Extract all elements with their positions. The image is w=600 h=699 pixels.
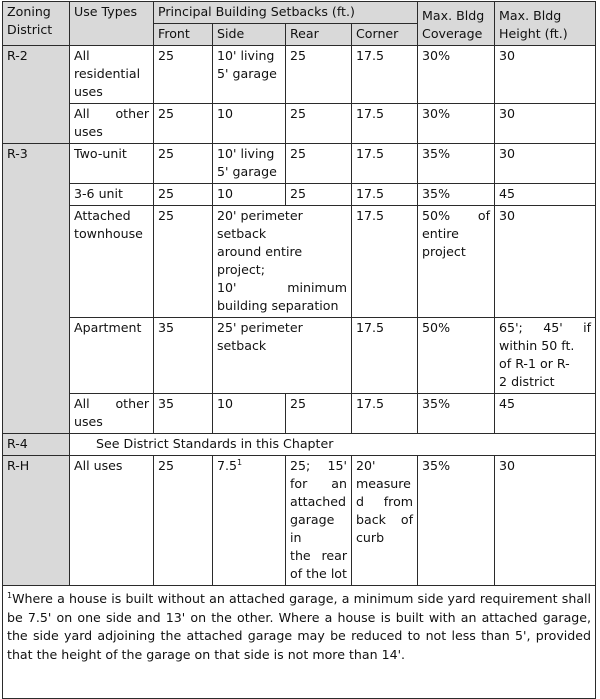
front-cell: 25 <box>154 104 213 144</box>
rear-cell: 25 <box>286 394 352 434</box>
r4-note: See District Standards in this Chapter <box>70 434 596 456</box>
table-row <box>3 318 596 394</box>
table-row <box>3 184 596 206</box>
footnote-marker: 1 <box>7 590 13 600</box>
header-setbacks-group: Principal Building Setbacks (ft.) <box>154 2 418 24</box>
side-cell: 10 <box>213 394 286 434</box>
height-cell: 30 <box>495 144 596 184</box>
side-cell: 10' living 5' garage <box>213 144 286 184</box>
height-cell: 30 <box>495 456 596 586</box>
corner-cell: 17.5 <box>352 104 418 144</box>
footnote <box>3 586 596 699</box>
front-cell: 25 <box>154 456 213 586</box>
table-row <box>3 104 596 144</box>
front-cell: 25 <box>154 144 213 184</box>
rear-cell: 25 <box>286 184 352 206</box>
footnote-marker: 1 <box>237 457 243 467</box>
table-row <box>3 206 596 318</box>
corner-cell: 17.5 <box>352 206 418 318</box>
table-row <box>3 394 596 434</box>
corner-cell: 17.5 <box>352 184 418 206</box>
header-front: Front <box>154 24 213 46</box>
use-cell: All other uses <box>70 104 154 144</box>
coverage-cell: 35% <box>418 456 495 586</box>
corner-cell: 17.5 <box>352 318 418 394</box>
rear-cell: 25 <box>286 144 352 184</box>
use-cell: All residential uses <box>70 46 154 104</box>
coverage-cell: 50% <box>418 318 495 394</box>
rear-cell: 25 <box>286 46 352 104</box>
coverage-cell: 30% <box>418 46 495 104</box>
header-max-coverage: Max. Bldg Coverage <box>418 2 495 46</box>
side-rear-cell: 25' perimeter setback <box>213 318 352 394</box>
corner-cell: 17.5 <box>352 394 418 434</box>
district-cell: R-2 <box>3 46 70 144</box>
coverage-cell: 50% of entire project <box>418 206 495 318</box>
corner-cell: 17.5 <box>352 46 418 104</box>
front-cell: 25 <box>154 46 213 104</box>
use-cell: All other uses <box>70 394 154 434</box>
header-rear: Rear <box>286 24 352 46</box>
height-cell: 45 <box>495 184 596 206</box>
rear-cell: 25; 15' for an attached garage in the rear of the lot <box>286 456 352 586</box>
use-cell: 3-6 unit <box>70 184 154 206</box>
header-zoning-district: Zoning District <box>3 2 70 46</box>
coverage-cell: 30% <box>418 104 495 144</box>
use-cell: Apartment <box>70 318 154 394</box>
rear-cell: 25 <box>286 104 352 144</box>
header-corner: Corner <box>352 24 418 46</box>
footnote-text: Where a house is built without an attached garage, a minimum side yard requirement shall be 7.5' on one side and 13' on the other. Where a house is built with an attached garage, the side yard adjoining the attached garage may be reduced to not less than 5', provided that the height of the garage on that side is not more than 14'. <box>7 591 592 662</box>
front-cell: 25 <box>154 184 213 206</box>
height-cell: 30 <box>495 104 596 144</box>
table-row <box>3 46 596 104</box>
header-side: Side <box>213 24 286 46</box>
side-cell: 10 <box>213 184 286 206</box>
table-row <box>3 144 596 184</box>
footnote-row <box>3 586 596 699</box>
coverage-cell: 35% <box>418 394 495 434</box>
side-cell: 10 <box>213 104 286 144</box>
side-cell: $7.5^1$ <box>213 456 286 586</box>
front-cell: 35 <box>154 318 213 394</box>
height-cell: 65'; 45' if within 50 ft. of R-1 or R- 2 district <box>495 318 596 394</box>
side-cell: 10' living 5' garage <box>213 46 286 104</box>
front-cell: 25 <box>154 206 213 318</box>
use-cell: Two-unit <box>70 144 154 184</box>
district-cell: R-4 <box>3 434 70 456</box>
setbacks-table <box>2 1 596 699</box>
corner-cell: 17.5 <box>352 144 418 184</box>
height-cell: 45 <box>495 394 596 434</box>
table-row <box>3 434 596 456</box>
header-use-types: Use Types <box>70 2 154 46</box>
district-cell: R-3 <box>3 144 70 434</box>
height-cell: 30 <box>495 206 596 318</box>
district-cell: R-H <box>3 456 70 586</box>
use-cell: Attached townhouse <box>70 206 154 318</box>
use-cell: All uses <box>70 456 154 586</box>
side-rear-cell: 20' perimeter setback around entire project; 10' minimum building separation <box>213 206 352 318</box>
front-cell: 35 <box>154 394 213 434</box>
corner-cell: 20' measure d from back of curb <box>352 456 418 586</box>
coverage-cell: 35% <box>418 144 495 184</box>
height-cell: 30 <box>495 46 596 104</box>
header-max-height: Max. Bldg Height (ft.) <box>495 2 596 46</box>
table-row <box>3 456 596 586</box>
coverage-cell: 35% <box>418 184 495 206</box>
